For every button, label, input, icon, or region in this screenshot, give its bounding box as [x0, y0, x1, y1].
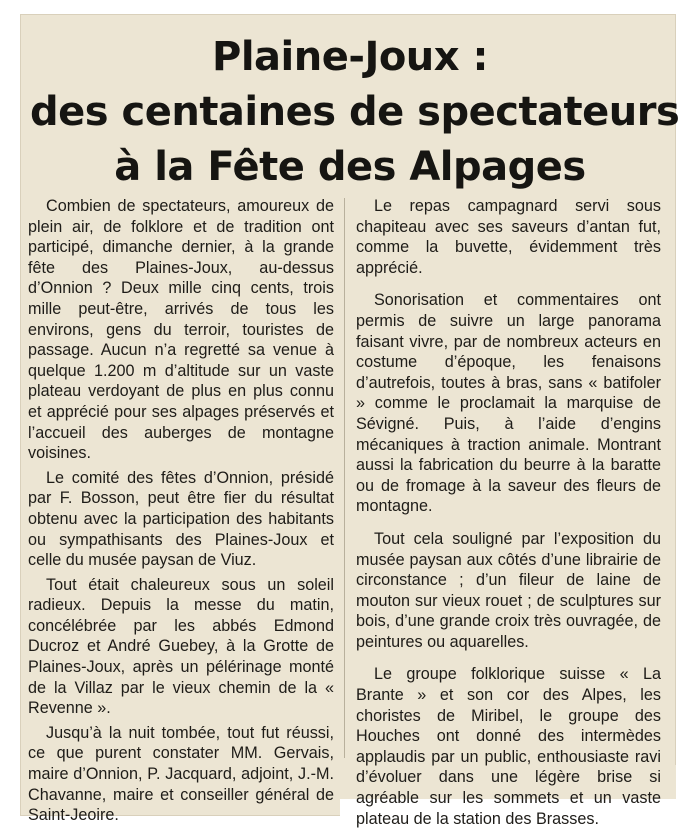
- paragraph: Le repas campagnard servi sous chapiteau avec ses saveurs d’antan fut, comme la buvette, évidemment très apprécié.: [356, 197, 661, 277]
- right-column: [356, 196, 661, 833]
- left-column: [28, 196, 334, 830]
- headline-line-1: Plaine-Joux :: [212, 34, 488, 80]
- paragraph: Tout était chaleureux sous un soleil radieux. Depuis la messe du matin, concélébrée par les abbés Edmond Ducroz et André Guebey, à la Grotte de Plaines-Joux, après un pélérinage monté de la Villaz par le vieux chemin de la « Revenne ».: [28, 575, 334, 718]
- paragraph: Jusqu’à la nuit tombée, tout fut réussi, ce que purent constater MM. Gervais, maire d’Onnion, P. Jacquard, adjoint, J.-M. Chavanne, maire et conseiller général de Saint-Jeoire.: [28, 723, 334, 825]
- article-headline: [30, 30, 680, 195]
- paragraph: Le groupe folklorique suisse « La Brante » et son cor des Alpes, les choristes de Miribel, le groupe des Houches ont donné des intermèdes applaudis par un public, enthousiaste ravi d’évoluer dans une légère brise si agréable sur les sommets et un vaste plateau de la station des Brasses.: [356, 665, 661, 828]
- paragraph: Combien de spectateurs, amoureux de plein air, de folklore et de tradition ont participé, dimanche dernier, à la grande fête des Plaines-Joux, au-dessus d’Onnion ? Deux mille cinq cents, trois mille peut-être, arrivés de tous les environs, gens du terroir, touristes de passage. Aucun n’a regretté sa venue à quelque 1.200 m d’altitude sur un vaste plateau verdoyant de plus en plus connu et apprécié pour ses alpages préservés et l’accueil des auberges de montagne voisines.: [28, 197, 334, 463]
- paragraph: Le comité des fêtes d’Onnion, présidé par F. Bosson, peut être fier du résultat obtenu avec la participation des habitants ou sympathisants des Plaines-Joux et celle du musée paysan de Viuz.: [28, 468, 334, 570]
- column-divider: [344, 198, 345, 758]
- headline-line-2: des centaines de spectateurs: [30, 89, 680, 135]
- paragraph: Tout cela souligné par l’exposition du musée paysan aux côtés d’une librairie de circonstance ; d’un fileur de laine de mouton sur vieux rouet ; de sculptures sur bois, d’une grande croix très ouvragée, de peintures ou aquarelles.: [356, 529, 661, 651]
- headline-line-3: à la Fête des Alpages: [114, 144, 586, 190]
- paragraph: Sonorisation et commentaires ont permis de suivre un large panorama faisant vivre, par de nombreux acteurs en costume d’époque, les fenaisons d’autrefois, toutes à bras, sans « batifoler » comme le proclamait la marquise de Sévigné. Puis, à l’aide d’engins mécaniques à traction animale. Montrant aussi la fabrication du beurre à la baratte ou de fromage à la saveur des fleurs de montagne.: [356, 291, 661, 516]
